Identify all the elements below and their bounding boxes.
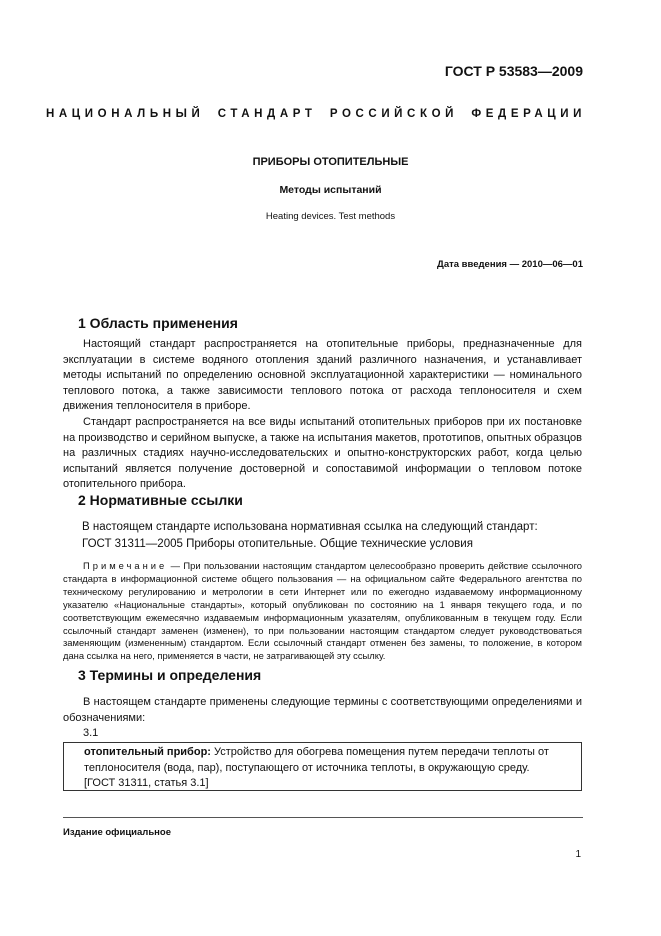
term-definition-box	[63, 742, 582, 791]
banner-word: СТАНДАРТ	[217, 108, 317, 120]
banner-word: ФЕДЕРАЦИИ	[471, 108, 586, 120]
section-3-heading: 3 Термины и определения	[78, 667, 262, 683]
term-source: [ГОСТ 31311, статья 3.1]	[84, 777, 209, 789]
section-1-heading: 1 Область применения	[78, 315, 238, 331]
banner-word: НАЦИОНАЛЬНЫЙ	[46, 108, 205, 120]
doc-title: ПРИБОРЫ ОТОПИТЕЛЬНЫЕ	[252, 156, 409, 168]
note-label: Примечание	[83, 560, 168, 571]
definition: Устройство для обогрева помещения путем передачи теплоты от теплоносителя (вода, пар), поступающего от источника теплоты, в окружающую среду.	[84, 746, 549, 774]
doc-number: ГОСТ Р 53583—2009	[444, 63, 583, 79]
section-2-heading: 2 Нормативные ссылки	[78, 492, 243, 508]
english-title: Heating devices. Test methods	[265, 211, 396, 222]
national-standard-banner	[46, 108, 586, 120]
section-3-intro	[63, 695, 582, 742]
note	[63, 560, 582, 663]
effective-date: Дата введения — 2010—06—01	[437, 259, 583, 270]
paragraph: Стандарт распространяется на все виды испытаний отопительных приборов при их постановке на производство и серийном выпуске, а также на испытания макетов, прототипов, опытных образцов на различных стадиях научно-исследовательских и опытно-конструкторских работ, когда целью испытаний является получение достоверной и сопоставимой информации о тепловом потоке отопительного прибора.	[63, 415, 583, 491]
doc-subtitle: Методы испытаний	[279, 184, 382, 196]
note-text: — При пользовании настоящим стандартом целесообразно проверить действие ссылочного стандарта в информационной системе общего пользования — на официальном сайте Федерального агентства по техническому регулированию и метрологии в сети Интернет или по ежегодно издаваемому информационному указателю «Национальные стандарты», который опубликован по состоянию на 1 января текущего года, и по соответствующим ежемесячно издаваемым информационным указателям, опубликованным в текущем году. Если ссылочный стандарт заменен (изменен), то при пользовании настоящим стандартом следует руководствоваться заменяющим (измененным) стандартом. Если ссылочный стандарт отменен без замены, то положение, в котором дана ссылка на него, применяется в части, не затрагивающей эту ссылку.	[63, 560, 582, 662]
term-number: 3.1	[83, 727, 99, 740]
ref-intro: В настоящем стандарте использована нормативная ссылка на следующий стандарт:	[82, 521, 538, 533]
paragraph: Настоящий стандарт распространяется на отопительные приборы, предназначенные для эксплуатации в системе водяного отопления зданий различного назначения, и устанавливает методы испытаний по определению основной эксплуатационной характеристики — номинального теплового потока, а также зависимости теплового потока от расхода теплоносителя и схем движения теплоносителя в приборе.	[63, 338, 582, 413]
banner-word: РОССИЙСКОЙ	[329, 108, 458, 120]
edition-label: Издание официальное	[63, 827, 171, 838]
page-number: 1	[575, 849, 581, 860]
paragraph: В настоящем стандарте применены следующие термины с соответствующими определениями и обозначениями:	[63, 696, 582, 724]
footer-divider	[63, 817, 583, 818]
section-1-body	[63, 337, 582, 493]
ref-item: ГОСТ 31311—2005 Приборы отопительные. Общие технические условия	[82, 538, 473, 550]
term: отопительный прибор:	[84, 746, 211, 758]
